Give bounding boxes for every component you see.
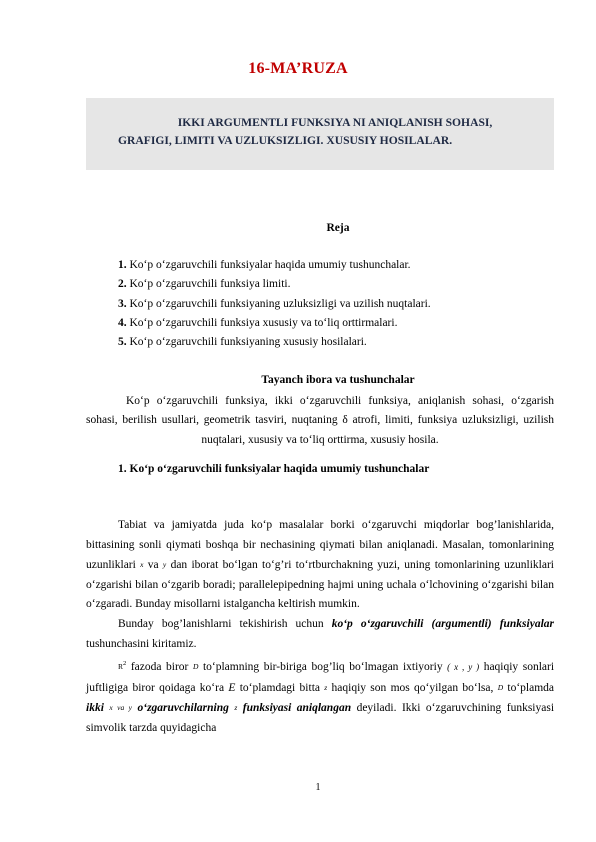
variable-y: y xyxy=(162,560,167,570)
plan-item-number: 4. xyxy=(118,316,127,329)
topic-title-line-2: GRAFIGI, LIMITI VA UZLUKSIZLIGI. XUSUSIY HOSILALAR. xyxy=(118,134,453,147)
plan-item-number: 3. xyxy=(118,297,127,310)
plan-item-number: 2. xyxy=(118,278,127,291)
set-symbol: D xyxy=(497,682,504,692)
keywords-heading: Tayanch ibora va tushunchalar xyxy=(261,374,415,386)
emphasized-term: o‘zgaruvchilarning xyxy=(137,702,229,715)
topic-title-box xyxy=(86,98,554,170)
emphasized-term: ko‘p o‘zgaruvchili (argumentli) funksiyalar xyxy=(331,617,555,630)
set-symbol: E xyxy=(228,681,236,694)
variables-xy: x va y xyxy=(109,703,133,713)
superscript: 2 xyxy=(123,660,127,668)
paragraph xyxy=(86,516,554,615)
set-symbol: D xyxy=(192,661,199,671)
paragraph-text: Bunday bog’lanishlarni tekishirish uchun xyxy=(118,617,324,630)
topic-title-line-1: IKKI ARGUMENTLI FUNKSIYA NI ANIQLANISH SOHASI, xyxy=(177,116,493,129)
paragraph-text: deyiladi. Ikki o‘zgaruvchining funksiyasi simvolik tarzda quyidagicha xyxy=(86,702,555,734)
space-symbol: R xyxy=(118,661,124,671)
plan-item-text: Ko‘p o‘zgaruvchili funksiya limiti. xyxy=(129,278,291,291)
plan-item xyxy=(118,333,548,352)
emphasized-term: ikki xyxy=(86,702,104,715)
page-number: 1 xyxy=(315,782,321,793)
paragraph-text: to‘plamdagi bitta xyxy=(239,681,320,694)
keywords-body: Ko‘p o‘zgaruvchili funksiya, ikki o‘zgaruvchili funksiya, aniqlanish sohasi, o‘zgarish sohasi, berilish usullari, geometrik tasviri, nuqtaning δ atrofi, limiti, funksiya uzluksizligi, uzilish nuqtalari, xususiy va to‘liq orttirma, xususiy hosila. xyxy=(86,395,554,446)
variable-x: x xyxy=(140,560,144,570)
plan-item-text: Ko‘p o‘zgaruvchili funksiyaning uzluksizligi va uzilish nuqtalari. xyxy=(129,297,431,310)
paragraph-text: va xyxy=(147,559,159,572)
plan-item-text: Ko‘p o‘zgaruvchili funksiyalar haqida umumiy tushunchalar. xyxy=(129,259,411,271)
plan-item-number: 5. xyxy=(118,336,127,349)
section-body xyxy=(86,516,554,738)
paragraph-text: to‘plamda xyxy=(507,681,555,694)
plan-item-text: Ko‘p o‘zgaruvchili funksiyaning xususiy hosilalari. xyxy=(129,336,367,349)
plan-list xyxy=(118,256,548,352)
plan-item xyxy=(118,314,548,333)
paragraph-text: dan iborat bo‘lgan to‘g’ri to‘rtburchakning yuzi, uning tomonlarining uzunliklari o‘zgarishi bilan o‘zgarib boradi; parallelepipedning hajmi uning uchala o‘lchovining o‘zgarishi bilan o‘zgaradi. Bunday misollarni istalgancha keltirish mumkin. xyxy=(86,559,554,611)
paragraph-text: tushunchasini kiritamiz. xyxy=(86,637,197,650)
plan-item xyxy=(118,256,548,275)
paragraph-text: to‘plamning bir-biriga bog’liq bo‘lmagan ixtiyoriy xyxy=(202,660,443,673)
paragraph-text: haqiqiy son mos qo‘yilgan bo‘lsa, xyxy=(331,681,494,694)
paragraph-text: haqiqiy sonlari juftligiga biror qoidaga ko‘ra xyxy=(86,660,555,694)
section-heading: 1. Ko‘p o‘zgaruvchili funksiyalar haqida umumiy tushunchalar xyxy=(118,463,430,475)
plan-item xyxy=(118,295,548,314)
plan-item-number: 1. xyxy=(118,259,127,271)
plan-item-text: Ko‘p o‘zgaruvchili funksiya xususiy va to‘liq orttirmalari. xyxy=(129,316,398,329)
paragraph-text: Tabiat va jamiyatda juda ko‘p masalalar borki o‘zgaruvchi miqdorlar bog’lanishlarida, bittasining sonli qiymati boshqa bir nechasining qiymati bilan aniqlanadi. Masalan, tomonlarining uzunliklari xyxy=(86,519,554,572)
variable-z: z xyxy=(234,703,238,713)
pair-symbol: ( x , y ) xyxy=(447,661,480,672)
paragraph xyxy=(86,654,554,738)
plan-heading: Reja xyxy=(326,222,350,234)
emphasized-term: funksiyasi aniqlangan xyxy=(242,702,352,715)
paragraph-text: fazoda biror xyxy=(130,660,189,673)
lecture-title: 16-MA’RUZA xyxy=(248,60,348,77)
keywords-text xyxy=(86,392,554,450)
plan-item xyxy=(118,275,548,294)
variable-z: z xyxy=(324,682,328,692)
paragraph xyxy=(86,615,554,654)
